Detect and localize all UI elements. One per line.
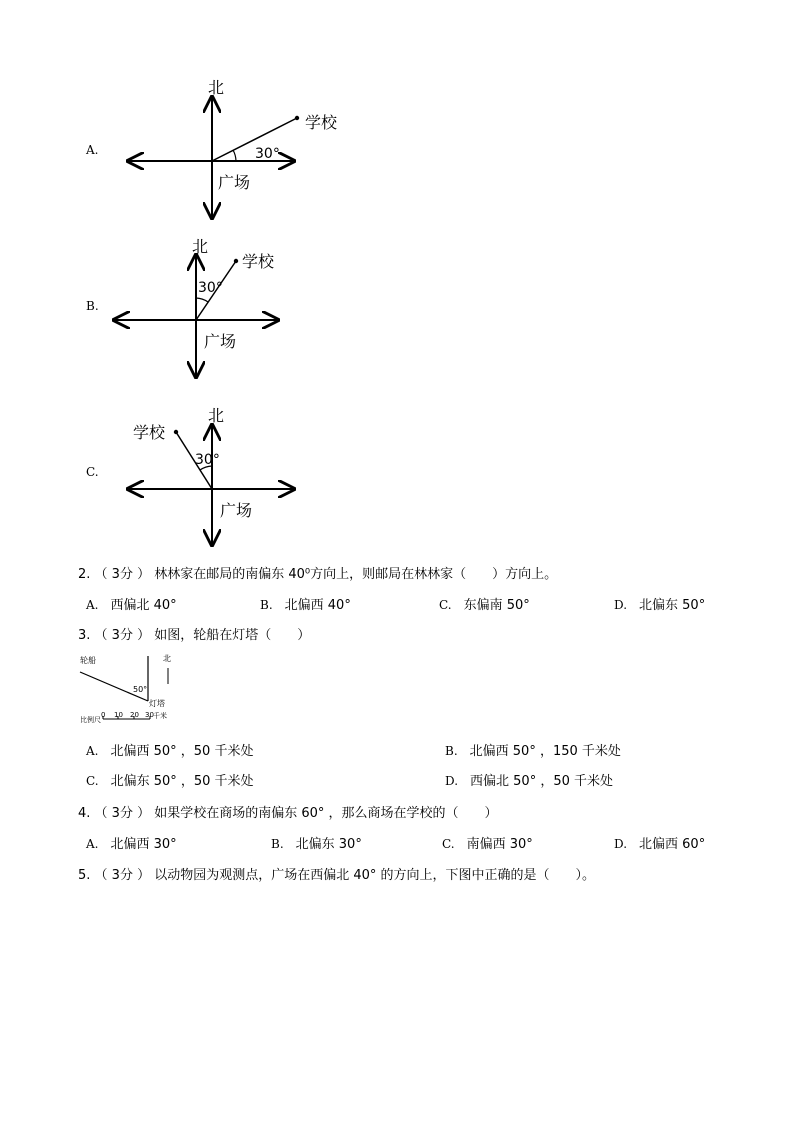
q3-option-d-text: 西偏北 50° ，50 千米处 — [470, 774, 613, 789]
q3-option-b-letter: B. — [445, 744, 458, 758]
q1-option-b-letter[interactable]: B. — [86, 299, 99, 313]
q2-option-b-text: 北偏西 40° — [284, 598, 351, 613]
q3-ship-label: 轮船 — [80, 656, 96, 665]
q3-lighthouse-label: 灯塔 — [149, 699, 165, 708]
q4-option-d[interactable] — [614, 833, 705, 852]
q3-scale-unit: 千米 — [153, 712, 167, 720]
q3-option-b-text: 北偏西 50° ，150 千米处 — [469, 744, 621, 759]
q1a-school-label: 学校 — [305, 113, 338, 132]
q3-option-b[interactable] — [445, 740, 621, 759]
q3-option-c-letter: C. — [86, 774, 99, 788]
q3-option-d[interactable] — [445, 770, 613, 789]
q2-option-c-text: 东偏南 50° — [463, 598, 530, 613]
q4-option-c-letter: C. — [442, 837, 455, 851]
q1a-north-label: 北 — [208, 78, 225, 97]
q4-option-a[interactable] — [86, 833, 177, 852]
q5-stem: 5. （ 3分 ） 以动物园为观测点，广场在西偏北 40° 的方向上，下图中正确的是（ ）。 — [78, 868, 596, 883]
q1a-square-label: 广场 — [218, 173, 251, 192]
q2-option-a-text: 西偏北 40° — [110, 598, 177, 613]
q4-stem: 4. （ 3分 ） 如果学校在商场的南偏东 60° ，那么商场在学校的（ ） — [78, 806, 498, 821]
q1a-angle-label: 30° — [255, 146, 280, 162]
q1b-school-label: 学校 — [242, 252, 275, 271]
q3-scale-tick-label-1: 10 — [114, 711, 123, 719]
q4-option-a-text: 北偏西 30° — [110, 837, 177, 852]
q3-option-a-text: 北偏西 50° ，50 千米处 — [110, 744, 254, 759]
q3-scale-tick-label-0: 0 — [101, 711, 106, 719]
q2-option-d-text: 北偏东 50° — [639, 598, 706, 613]
q1c-angle-label: 30° — [195, 452, 220, 468]
q3-option-a[interactable] — [86, 740, 253, 759]
q3-option-d-letter: D. — [445, 774, 459, 788]
q2-option-b-letter: B. — [260, 598, 273, 612]
q2-option-a-letter: A. — [86, 598, 99, 612]
q4-option-b-text: 北偏东 30° — [295, 837, 362, 852]
q3-north-label: 北 — [163, 654, 171, 663]
q1c-school-label: 学校 — [133, 423, 166, 442]
q1b-square-label: 广场 — [204, 332, 237, 351]
q3-scale-tick-label-2: 20 — [130, 711, 139, 719]
q4-option-c-text: 南偏西 30° — [466, 837, 533, 852]
q4-option-d-letter: D. — [614, 837, 628, 851]
q1b-angle-label: 30° — [198, 280, 223, 296]
q4-option-c[interactable] — [442, 833, 533, 852]
q4-option-b-letter: B. — [271, 837, 284, 851]
q2-option-c-letter: C. — [439, 598, 452, 612]
q3-stem: 3. （ 3分 ） 如图，轮船在灯塔（ ） — [78, 628, 311, 643]
q4-option-b[interactable] — [271, 833, 362, 852]
q1b-north-label: 北 — [192, 237, 209, 256]
q1-option-a-letter[interactable]: A. — [86, 143, 99, 157]
q2-option-d-letter: D. — [614, 598, 628, 612]
q1c-north-label: 北 — [208, 406, 225, 425]
q3-option-c-text: 北偏东 50° ，50 千米处 — [110, 774, 254, 789]
q3-angle-label: 50° — [133, 685, 148, 694]
q4-option-d-text: 北偏西 60° — [639, 837, 706, 852]
q3-option-a-letter: A. — [86, 744, 99, 758]
q3-scale-tick-label-3: 30 — [145, 711, 154, 719]
q1c-square-label: 广场 — [220, 501, 253, 520]
q3-scale-label: 比例尺 — [80, 716, 101, 724]
q2-stem: 2. （ 3分 ） 林林家在邮局的南偏东 40⁰方向上，则邮局在林林家（ ）方向上。 — [78, 567, 558, 582]
q3-option-c[interactable] — [86, 770, 254, 789]
q1-option-c-letter[interactable]: C. — [86, 465, 99, 479]
q4-option-a-letter: A. — [86, 837, 99, 851]
